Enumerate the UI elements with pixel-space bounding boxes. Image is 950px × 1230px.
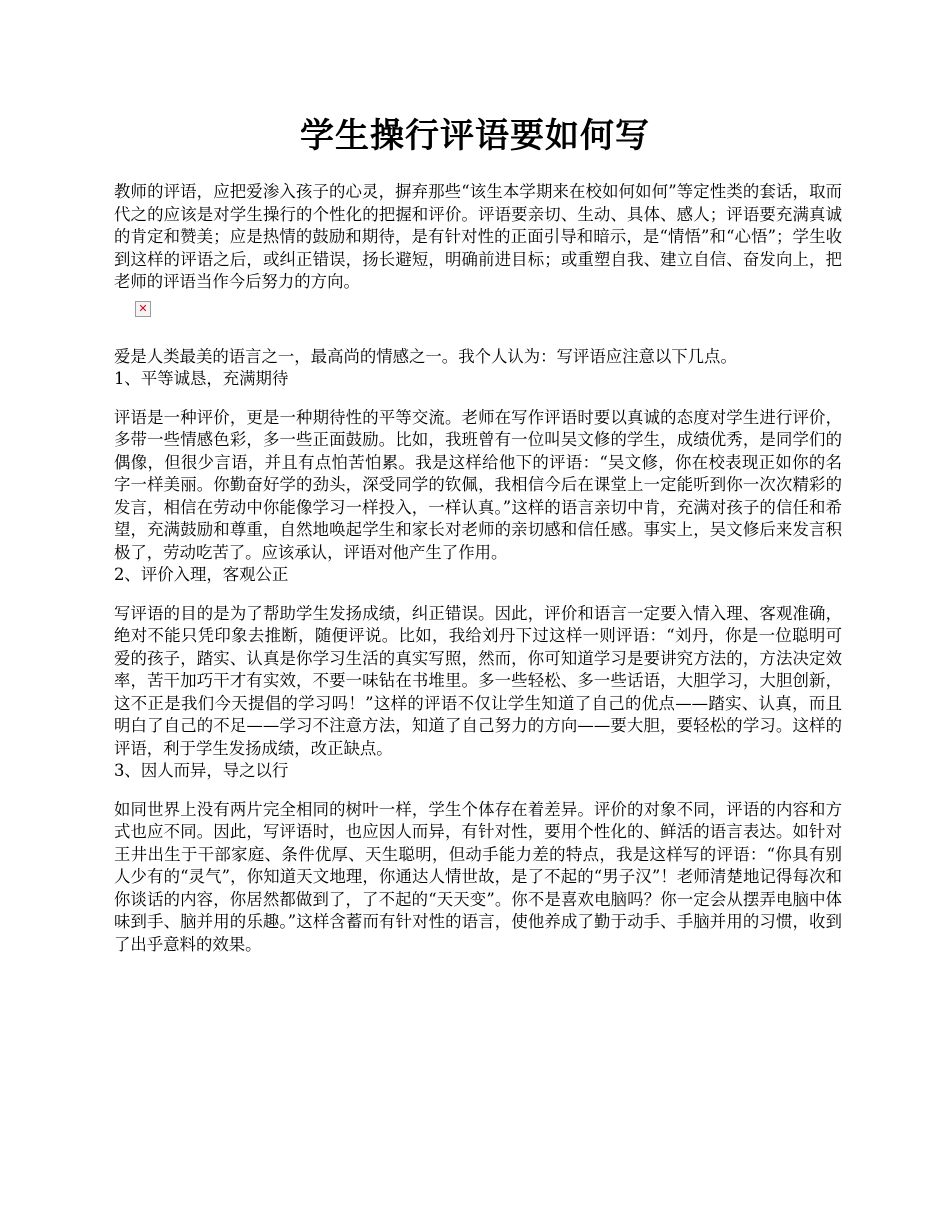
document-body: [114, 181, 842, 956]
section-3-heading: 3、因人而异，导之以行: [114, 761, 289, 780]
section-1-body: 评语是一种评价，更是一种期待性的平等交流。老师在写作评语时要以真诚的态度对学生进行评价，多带一些情感色彩，多一些正面鼓励。比如，我班曾有一位叫吴文修的学生，成绩优秀，是同学们的偶像，但很少言语，并且有点怕苦怕累。我是这样给他下的评语：“吴文修，你在校表现正如你的名字一样美丽。你勤奋好学的劲头，深受同学的钦佩，我相信今后在课堂上一定能听到你一次次精彩的发言，相信在劳动中你能像学习一样投入，一样认真。”这样的语言亲切中肯，充满对孩子的信任和希望，充满鼓励和尊重，自然地唤起学生和家长对老师的亲切感和信任感。事实上，吴文修后来发言积极了，劳动吃苦了。应该承认，评语对他产生了作用。: [114, 407, 842, 562]
section-2-body: 写评语的目的是为了帮助学生发扬成绩，纠正错误。因此，评价和语言一定要入情入理、客观准确，绝对不能只凭印象去推断，随便评说。比如，我给刘丹下过这样一则评语：“刘丹，你是一位聪明可爱的孩子，踏实、认真是你学习生活的真实写照，然而，你可知道学习是要讲究方法的，方法决定效率，苦干加巧干才有实效，不要一味钻在书堆里。多一些轻松、多一些话语，大胆学习，大胆创新，这不正是我们今天提倡的学习吗！”这样的评语不仅让学生知道了自己的优点——踏实、认真，而且明白了自己的不足——学习不注意方法，知道了自己努力的方向——要大胆，要轻松的学习。这样的评语，利于学生发扬成绩，改正缺点。: [114, 603, 842, 758]
document-title: 学生操行评语要如何写: [300, 116, 650, 156]
section-2-heading: 2、评价入理，客观公正: [114, 565, 289, 584]
broken-image-icon: ✕: [138, 301, 148, 315]
section-1-heading: 1、平等诚恳，充满期待: [114, 369, 289, 388]
lead-paragraph: 爱是人类最美的语言之一，最高尚的情感之一。我个人认为：写评语应注意以下几点。: [114, 346, 737, 366]
intro-paragraph: 教师的评语，应把爱渗入孩子的心灵，摒弃那些“该生本学期来在校如何如何”等定性类的套话，取而代之的应该是对学生操行的个性化的把握和评价。评语要亲切、生动、具体、感人；评语要充满真诚的肯定和赞美；应是热情的鼓励和期待，是有针对性的正面引导和暗示，是“情悟”和“心悟”；学生收到这样的评语之后，或纠正错误，扬长避短，明确前进目标；或重塑自我、建立自信、奋发向上，把老师的评语当作今后努力的方向。: [114, 182, 842, 291]
section-3-body: 如同世界上没有两片完全相同的树叶一样，学生个体存在着差异。评价的对象不同，评语的内容和方式也应不同。因此，写评语时，也应因人而异，有针对性，要用个性化的、鲜活的语言表达。如针对王井出生于干部家庭、条件优厚、天生聪明，但动手能力差的特点，我是这样写的评语：“你具有别人少有的“灵气”，你知道天文地理，你通达人情世故，是了不起的“男子汉”！老师清楚地记得每次和你谈话的内容，你居然都做到了，了不起的“天天变”。你不是喜欢电脑吗？你一定会从摆弄电脑中体味到手、脑并用的乐趣。”这样含蓄而有针对性的语言，使他养成了勤于动手、手脑并用的习惯，收到了出乎意料的效果。: [114, 799, 842, 954]
broken-image-placeholder: [135, 301, 151, 317]
